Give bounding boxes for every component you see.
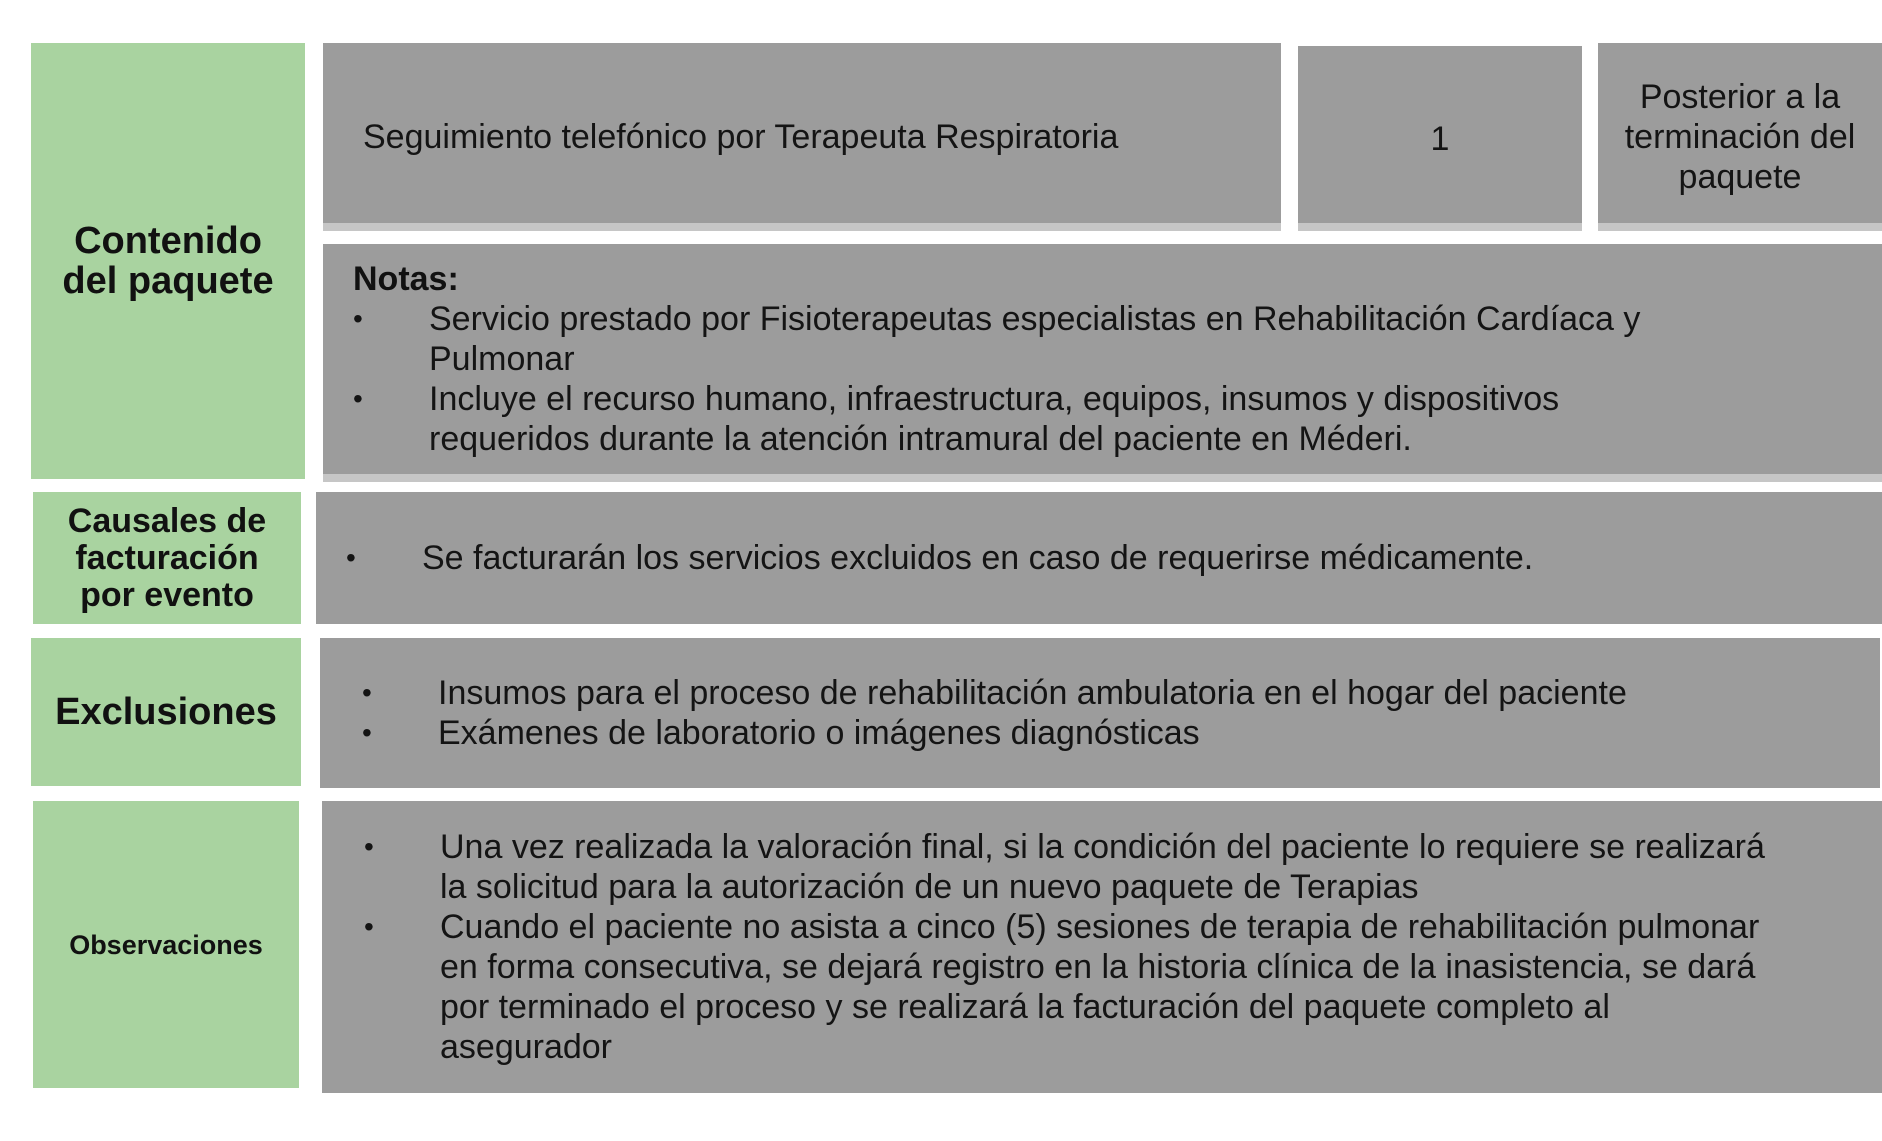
- service-cell: [323, 43, 1281, 231]
- observaciones-list: [364, 827, 1784, 1067]
- notes-cell: [323, 244, 1882, 482]
- notes-title: Notas:: [353, 260, 459, 298]
- exclusiones-cell: [320, 638, 1880, 788]
- causales-label: Causales de facturación por evento: [67, 501, 267, 614]
- quantity-cell: [1298, 46, 1582, 231]
- list-item: • Exámenes de laboratorio o imágenes diagnósticas: [362, 713, 1627, 753]
- list-item: • Una vez realizada la valoración final, si la condición del paciente lo requiere se realizará la solicitud para la autorización de un nuevo paquete de Terapias: [364, 827, 1784, 907]
- section-label-causales: [33, 492, 301, 624]
- causales-cell: [316, 492, 1882, 624]
- quantity-value: 1: [1430, 119, 1450, 158]
- exclusiones-list: [320, 673, 1627, 753]
- contenido-label: Contenido del paquete: [62, 220, 274, 302]
- notes-list: [353, 299, 1693, 459]
- section-label-observaciones: [33, 801, 299, 1088]
- section-label-contenido: [31, 43, 305, 479]
- list-item: • Cuando el paciente no asista a cinco (5) sesiones de terapia de rehabilitación pulmonar en forma consecutiva, se dejará registro en la historia clínica de la inasistencia, se dará por terminado el proceso y se realizará la facturación del paquete completo al asegurador: [364, 907, 1784, 1067]
- section-label-exclusiones: [31, 638, 301, 786]
- list-item: • Se facturarán los servicios excluidos en caso de requerirse médicamente.: [346, 538, 1533, 578]
- exclusiones-label: Exclusiones: [55, 691, 277, 733]
- list-item: • Incluye el recurso humano, infraestructura, equipos, insumos y dispositivos requeridos durante la atención intramural del paciente en Méderi.: [353, 379, 1693, 459]
- observaciones-cell: [322, 801, 1882, 1093]
- list-item: • Insumos para el proceso de rehabilitación ambulatoria en el hogar del paciente: [362, 673, 1627, 713]
- observaciones-label: Observaciones: [69, 929, 263, 960]
- timing-cell: [1598, 43, 1882, 231]
- causales-list: [316, 538, 1533, 578]
- service-name: Seguimiento telefónico por Terapeuta Respiratoria: [363, 118, 1119, 156]
- timing-value: Posterior a la terminación del paquete: [1624, 78, 1856, 196]
- list-item: • Servicio prestado por Fisioterapeutas especialistas en Rehabilitación Cardíaca y Pulmonar: [353, 299, 1693, 379]
